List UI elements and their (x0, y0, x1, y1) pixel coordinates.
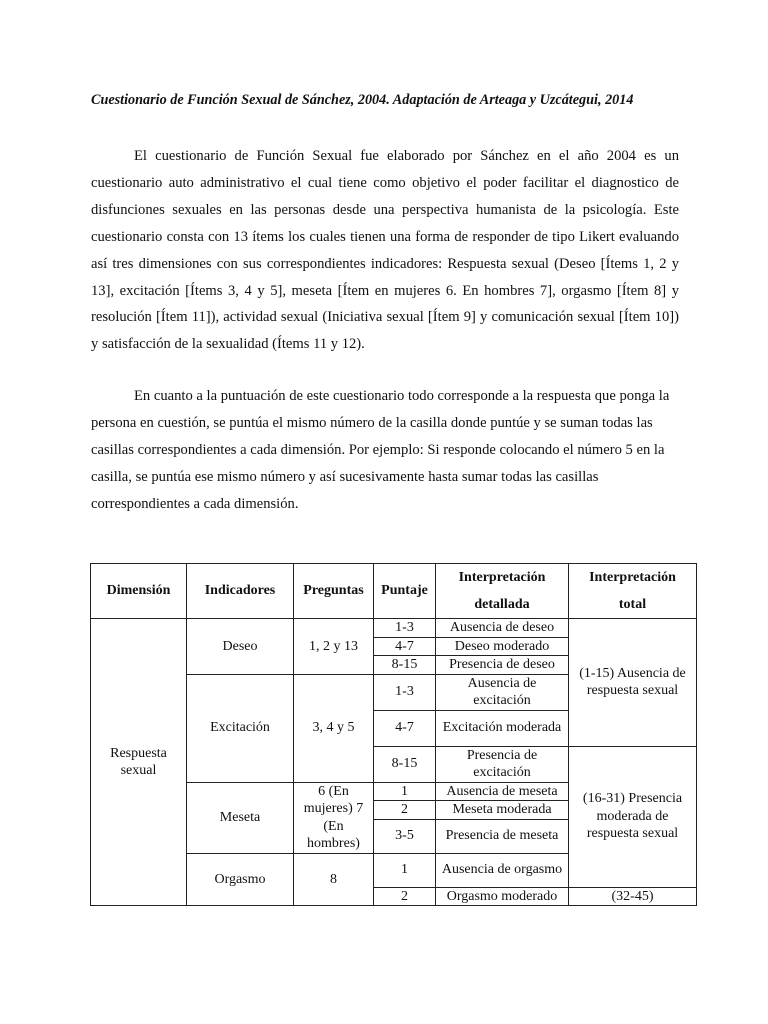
header-detailed-line2: detallada (474, 597, 530, 612)
detailed-cell: Ausencia de meseta (436, 782, 569, 801)
score-cell: 1 (374, 782, 436, 801)
detailed-cell: Meseta moderada (436, 801, 569, 820)
score-cell: 1-3 (374, 619, 436, 638)
score-cell: 4-7 (374, 637, 436, 656)
questions-excitacion: 3, 4 y 5 (294, 674, 374, 782)
detailed-cell: Deseo moderado (436, 637, 569, 656)
score-cell: 1 (374, 853, 436, 887)
table-row (91, 619, 697, 638)
header-questions: Preguntas (294, 564, 374, 619)
dimensions-table (90, 563, 697, 906)
total-interpretation-3: (32-45) (569, 887, 697, 906)
score-cell: 1-3 (374, 674, 436, 710)
header-detailed-line1: Interpretación (458, 570, 546, 585)
detailed-cell: Presencia de excitación (436, 746, 569, 782)
detailed-cell: Excitación moderada (436, 710, 569, 746)
header-total-line2: total (618, 597, 647, 612)
score-cell: 2 (374, 887, 436, 906)
detailed-cell: Presencia de deseo (436, 656, 569, 675)
header-dimension: Dimensión (91, 564, 187, 619)
header-total-interpretation (569, 564, 697, 619)
paragraph-description-text: El cuestionario de Función Sexual fue elaborado por Sánchez en el año 2004 es un cuestionario auto administrativo el cual tiene como objetivo el poder facilitar el diagnostico de disfunciones sexuales en las personas desde una perspectiva humanista de la psicología. Este cuestionario consta con 13 ítems los cuales tienen una forma de responder de tipo Likert evaluando así tres dimensiones con sus correspondientes indicadores: Respuesta sexual (Deseo [Ítems 1, 2 y 13], excitación [Ítems 3, 4 y 5], meseta [Ítem en mujeres 6. En hombres 7], orgasmo [Ítem 8] y resolución [Ítem 11]), actividad sexual (Iniciativa sexual [Ítem 9] y comunicación sexual [Ítem 10]) y satisfacción de la sexualidad (Ítems 11 y 12). (91, 148, 679, 353)
indicator-deseo: Deseo (187, 619, 294, 675)
questions-deseo: 1, 2 y 13 (294, 619, 374, 675)
dimension-cell: Respuesta sexual (91, 619, 187, 906)
detailed-cell: Ausencia de orgasmo (436, 853, 569, 887)
questions-orgasmo: 8 (294, 853, 374, 906)
paragraph-scoring (91, 383, 679, 518)
paragraph-scoring-text: En cuanto a la puntuación de este cuestionario todo corresponde a la respuesta que ponga la persona en cuestión, se puntúa el mismo número de la casilla donde puntúe y se suman todas las casillas correspondientes a cada dimensión. Por ejemplo: Si responde colocando el número 5 en la casilla, se puntúa ese mismo número y así sucesivamente hasta sumar todas las casillas correspondientes a cada dimensión. (91, 388, 670, 512)
indicator-excitacion: Excitación (187, 674, 294, 782)
header-indicators: Indicadores (187, 564, 294, 619)
table-header-row (91, 564, 697, 619)
score-cell: 8-15 (374, 746, 436, 782)
detailed-cell: Orgasmo moderado (436, 887, 569, 906)
total-interpretation-1: (1-15) Ausencia de respuesta sexual (569, 619, 697, 747)
questions-meseta: 6 (En mujeres) 7 (En hombres) (294, 782, 374, 853)
indicator-orgasmo: Orgasmo (187, 853, 294, 906)
header-total-line1: Interpretación (589, 570, 676, 585)
header-detailed-interpretation (436, 564, 569, 619)
total-interpretation-2: (16-31) Presencia moderada de respuesta sexual (569, 746, 697, 887)
indicator-meseta: Meseta (187, 782, 294, 853)
header-score: Puntaje (374, 564, 436, 619)
detailed-cell: Ausencia de excitación (436, 674, 569, 710)
score-cell: 4-7 (374, 710, 436, 746)
score-cell: 2 (374, 801, 436, 820)
detailed-cell: Ausencia de deseo (436, 619, 569, 638)
detailed-cell: Presencia de meseta (436, 819, 569, 853)
score-cell: 3-5 (374, 819, 436, 853)
paragraph-description (91, 143, 679, 358)
score-cell: 8-15 (374, 656, 436, 675)
document-title: Cuestionario de Función Sexual de Sánchez, 2004. Adaptación de Arteaga y Uzcátegui, 2014 (91, 92, 634, 108)
